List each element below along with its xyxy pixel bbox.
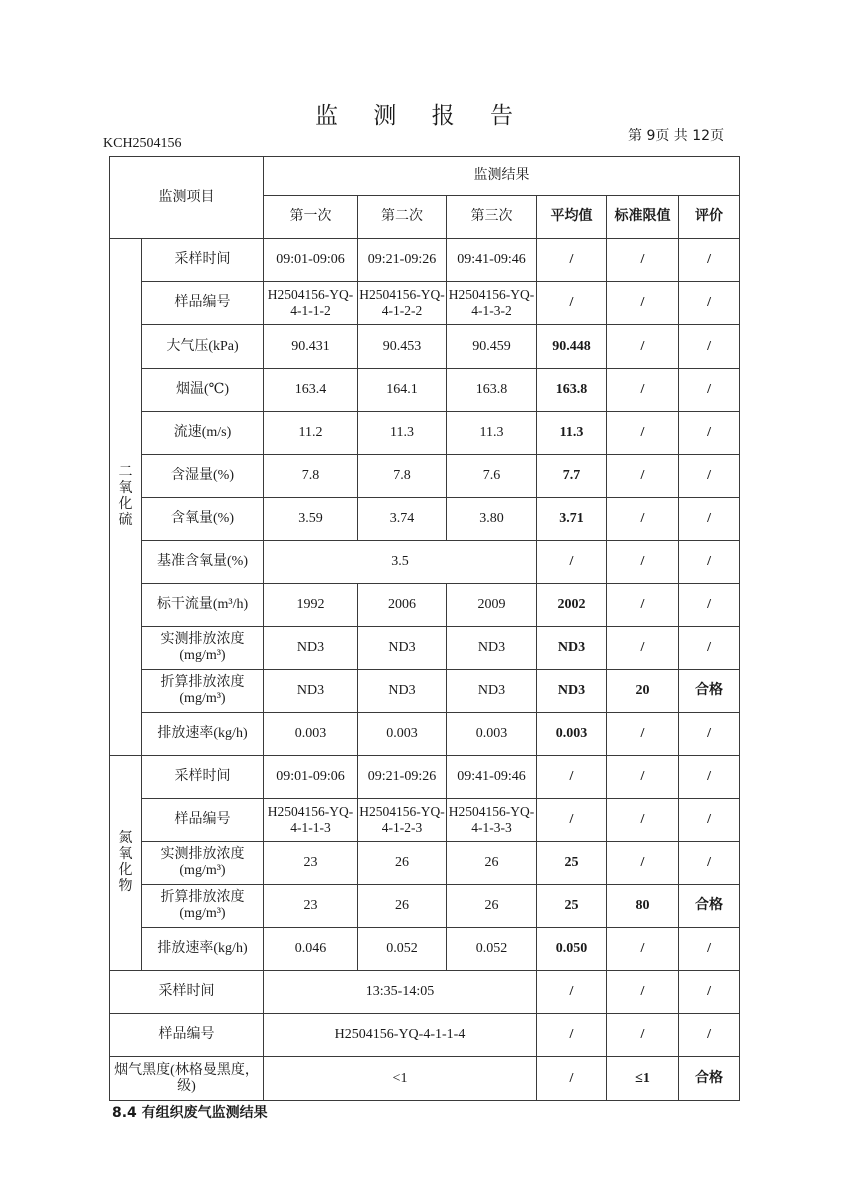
group-label-char: 化 xyxy=(118,497,133,512)
table-row xyxy=(110,584,740,627)
group-label-so2 xyxy=(110,239,142,756)
value-first: 23 xyxy=(264,842,358,885)
row-item-label: 样品编号 xyxy=(142,282,264,325)
table-row xyxy=(110,842,740,885)
value-evaluation: / xyxy=(679,799,740,842)
value-evaluation: / xyxy=(679,282,740,325)
table-row xyxy=(110,885,740,928)
value-evaluation: / xyxy=(679,541,740,584)
value-average: 0.050 xyxy=(537,928,607,971)
value-first: 0.003 xyxy=(264,713,358,756)
group-label-char: 氮 xyxy=(118,831,133,846)
value-evaluation: 合格 xyxy=(679,885,740,928)
value-second: 26 xyxy=(358,885,447,928)
value-limit: / xyxy=(607,498,679,541)
value-first: 1992 xyxy=(264,584,358,627)
group-label-char: 氧 xyxy=(118,481,133,496)
value-evaluation: / xyxy=(679,498,740,541)
header-item: 监测项目 xyxy=(110,157,264,239)
value-limit: 80 xyxy=(607,885,679,928)
header-result: 监测结果 xyxy=(264,157,740,196)
group-label-char: 物 xyxy=(118,879,133,894)
header-first: 第一次 xyxy=(264,196,358,239)
table-row xyxy=(110,1014,740,1057)
table-row xyxy=(110,627,740,670)
value-average: ND3 xyxy=(537,670,607,713)
row-item-label: 折算排放浓度(mg/m³) xyxy=(142,885,264,928)
value-third: 90.459 xyxy=(447,325,537,369)
row-item-label: 排放速率(kg/h) xyxy=(142,713,264,756)
value-first: 09:01-09:06 xyxy=(264,239,358,282)
value-first: 3.59 xyxy=(264,498,358,541)
value-limit: / xyxy=(607,928,679,971)
row-item-label: 采样时间 xyxy=(110,971,264,1014)
value-limit: / xyxy=(607,455,679,498)
value-limit: / xyxy=(607,412,679,455)
row-item-label: 含氧量(%) xyxy=(142,498,264,541)
row-item-label: 基准含氧量(%) xyxy=(142,541,264,584)
value-third: H2504156-YQ-4-1-3-3 xyxy=(447,799,537,842)
value-limit: / xyxy=(607,541,679,584)
header-row-1 xyxy=(110,157,740,196)
value-evaluation: / xyxy=(679,369,740,412)
value-third: ND3 xyxy=(447,670,537,713)
value-second: 2006 xyxy=(358,584,447,627)
header-third: 第三次 xyxy=(447,196,537,239)
value-first: 09:01-09:06 xyxy=(264,756,358,799)
value-average: 3.71 xyxy=(537,498,607,541)
value-average: / xyxy=(537,1014,607,1057)
table-body xyxy=(110,157,740,1101)
row-item-label: 样品编号 xyxy=(110,1014,264,1057)
value-average: / xyxy=(537,756,607,799)
value-third: 26 xyxy=(447,842,537,885)
value-evaluation: / xyxy=(679,412,740,455)
value-first: 23 xyxy=(264,885,358,928)
table-row xyxy=(110,239,740,282)
value-third: 7.6 xyxy=(447,455,537,498)
table-row xyxy=(110,412,740,455)
row-item-label: 烟温(℃) xyxy=(142,369,264,412)
value-evaluation: 合格 xyxy=(679,670,740,713)
value-limit: / xyxy=(607,325,679,369)
merged-value-cell: H2504156-YQ-4-1-1-4 xyxy=(264,1014,537,1057)
value-first: H2504156-YQ-4-1-1-3 xyxy=(264,799,358,842)
table-row xyxy=(110,799,740,842)
value-evaluation: / xyxy=(679,756,740,799)
value-second: ND3 xyxy=(358,670,447,713)
row-item-label: 实测排放浓度(mg/m³) xyxy=(142,842,264,885)
table-row xyxy=(110,325,740,369)
value-third: ND3 xyxy=(447,627,537,670)
row-item-label: 采样时间 xyxy=(142,239,264,282)
table-row xyxy=(110,670,740,713)
value-first: H2504156-YQ-4-1-1-2 xyxy=(264,282,358,325)
value-second: 09:21-09:26 xyxy=(358,239,447,282)
value-second: ND3 xyxy=(358,627,447,670)
value-evaluation: / xyxy=(679,627,740,670)
value-evaluation: / xyxy=(679,842,740,885)
report-title: 监 测 报 告 xyxy=(315,103,527,129)
row-item-label: 流速(m/s) xyxy=(142,412,264,455)
value-third: 11.3 xyxy=(447,412,537,455)
row-item-label: 含湿量(%) xyxy=(142,455,264,498)
value-second: 7.8 xyxy=(358,455,447,498)
value-second: H2504156-YQ-4-1-2-3 xyxy=(358,799,447,842)
table-row xyxy=(110,713,740,756)
group-label-nox xyxy=(110,756,142,971)
value-third: 163.8 xyxy=(447,369,537,412)
table-row xyxy=(110,541,740,584)
value-average: / xyxy=(537,1057,607,1101)
value-limit: / xyxy=(607,713,679,756)
merged-value-cell: 13:35-14:05 xyxy=(264,971,537,1014)
group-label-char: 硫 xyxy=(118,513,133,528)
header-second: 第二次 xyxy=(358,196,447,239)
value-first: 163.4 xyxy=(264,369,358,412)
table-row xyxy=(110,498,740,541)
monitoring-table xyxy=(109,156,740,1101)
value-average: 11.3 xyxy=(537,412,607,455)
value-third: 3.80 xyxy=(447,498,537,541)
table-row xyxy=(110,928,740,971)
row-item-label: 烟气黑度(林格曼黑度，级) xyxy=(110,1057,264,1101)
value-average: / xyxy=(537,971,607,1014)
value-evaluation: / xyxy=(679,928,740,971)
table-row xyxy=(110,369,740,412)
value-limit: / xyxy=(607,239,679,282)
header-limit: 标准限值 xyxy=(607,196,679,239)
table-row xyxy=(110,971,740,1014)
table-row xyxy=(110,756,740,799)
row-item-label: 大气压(kPa) xyxy=(142,325,264,369)
value-evaluation: / xyxy=(679,325,740,369)
value-third: 0.052 xyxy=(447,928,537,971)
value-second: H2504156-YQ-4-1-2-2 xyxy=(358,282,447,325)
value-limit: / xyxy=(607,971,679,1014)
value-limit: / xyxy=(607,1014,679,1057)
table-row xyxy=(110,1057,740,1101)
value-average: 0.003 xyxy=(537,713,607,756)
value-third: 0.003 xyxy=(447,713,537,756)
value-average: / xyxy=(537,799,607,842)
value-evaluation: / xyxy=(679,239,740,282)
value-second: 3.74 xyxy=(358,498,447,541)
value-second: 11.3 xyxy=(358,412,447,455)
value-third: 09:41-09:46 xyxy=(447,756,537,799)
value-limit: / xyxy=(607,627,679,670)
value-limit: / xyxy=(607,369,679,412)
row-item-label: 标干流量(m³/h) xyxy=(142,584,264,627)
merged-value-cell: <1 xyxy=(264,1057,537,1101)
value-first: 11.2 xyxy=(264,412,358,455)
row-item-label: 实测排放浓度(mg/m³) xyxy=(142,627,264,670)
value-second: 90.453 xyxy=(358,325,447,369)
value-third: H2504156-YQ-4-1-3-2 xyxy=(447,282,537,325)
value-third: 26 xyxy=(447,885,537,928)
value-average: 2002 xyxy=(537,584,607,627)
value-limit: ≤1 xyxy=(607,1057,679,1101)
value-limit: / xyxy=(607,756,679,799)
value-third: 09:41-09:46 xyxy=(447,239,537,282)
value-first: 90.431 xyxy=(264,325,358,369)
header-average: 平均值 xyxy=(537,196,607,239)
value-evaluation: / xyxy=(679,584,740,627)
value-first: 0.046 xyxy=(264,928,358,971)
row-item-label: 采样时间 xyxy=(142,756,264,799)
table-row xyxy=(110,455,740,498)
report-number: KCH2504156 xyxy=(103,136,182,151)
row-item-label: 排放速率(kg/h) xyxy=(142,928,264,971)
value-evaluation: / xyxy=(679,713,740,756)
row-item-label: 折算排放浓度(mg/m³) xyxy=(142,670,264,713)
value-third: 2009 xyxy=(447,584,537,627)
group-label-char: 二 xyxy=(118,465,133,480)
value-limit: / xyxy=(607,282,679,325)
page-number: 第 9页 共 12页 xyxy=(628,128,725,144)
value-average: 25 xyxy=(537,842,607,885)
value-evaluation: / xyxy=(679,1014,740,1057)
value-second: 26 xyxy=(358,842,447,885)
value-limit: / xyxy=(607,842,679,885)
value-second: 09:21-09:26 xyxy=(358,756,447,799)
value-average: / xyxy=(537,541,607,584)
value-evaluation: / xyxy=(679,971,740,1014)
table-row xyxy=(110,282,740,325)
value-average: / xyxy=(537,282,607,325)
value-first: ND3 xyxy=(264,670,358,713)
group-label-char: 化 xyxy=(118,863,133,878)
value-average: 90.448 xyxy=(537,325,607,369)
value-evaluation: / xyxy=(679,455,740,498)
row-item-label: 样品编号 xyxy=(142,799,264,842)
value-evaluation: 合格 xyxy=(679,1057,740,1101)
header-evaluation: 评价 xyxy=(679,196,740,239)
value-average: / xyxy=(537,239,607,282)
value-average: 7.7 xyxy=(537,455,607,498)
value-limit: / xyxy=(607,799,679,842)
value-limit: 20 xyxy=(607,670,679,713)
value-average: 25 xyxy=(537,885,607,928)
value-first: 7.8 xyxy=(264,455,358,498)
value-second: 0.003 xyxy=(358,713,447,756)
section-heading: 8.4 有组织废气监测结果 xyxy=(112,1105,268,1121)
value-second: 164.1 xyxy=(358,369,447,412)
group-label-char: 氧 xyxy=(118,847,133,862)
merged-value-cell: 3.5 xyxy=(264,541,537,584)
value-average: 163.8 xyxy=(537,369,607,412)
value-average: ND3 xyxy=(537,627,607,670)
value-limit: / xyxy=(607,584,679,627)
value-first: ND3 xyxy=(264,627,358,670)
value-second: 0.052 xyxy=(358,928,447,971)
